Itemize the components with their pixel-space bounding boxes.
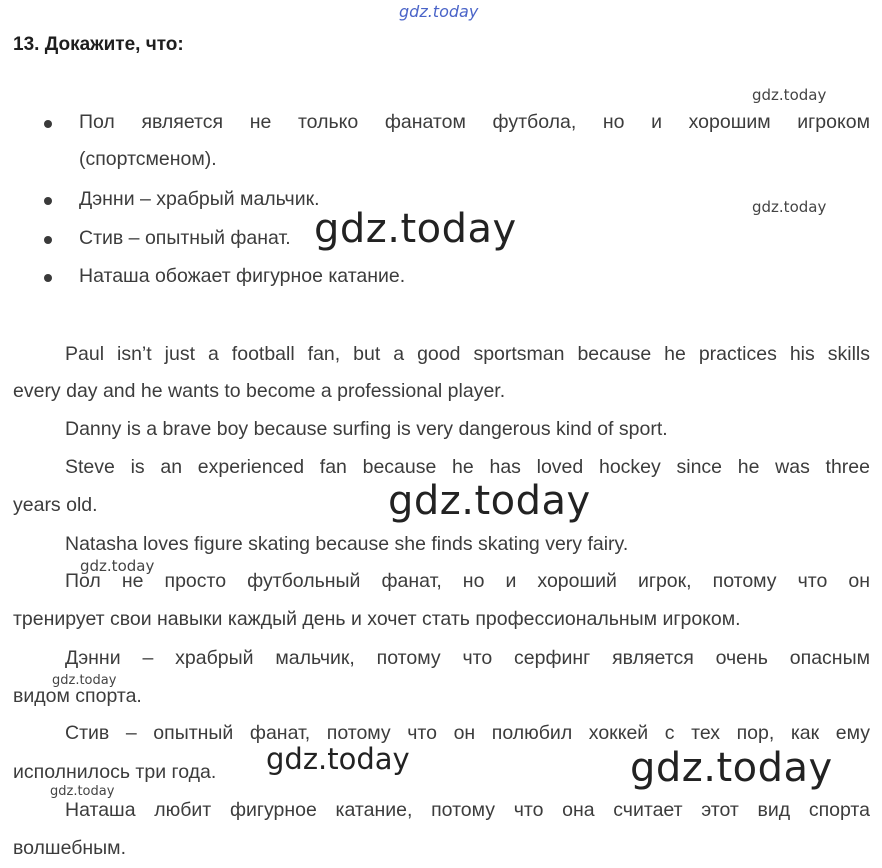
exercise-heading: 13. Докажите, что: [13, 34, 184, 55]
bullet-item-3: Стив – опытный фанат. [79, 227, 291, 249]
watermark-tiny-2: gdz.today [50, 784, 115, 799]
russian-p4-line2: волшебным. [13, 837, 126, 859]
bullet-dot [44, 197, 52, 205]
english-p2: Danny is a brave boy because surfing is very dangerous kind of sport. [65, 418, 668, 440]
bullet-dot [44, 120, 52, 128]
watermark-small-1: gdz.today [752, 86, 827, 104]
english-p3-line1: Steve is an experienced fan because he has loved hockey since he was three [65, 456, 870, 478]
russian-p2-line1: Дэнни – храбрый мальчик, потому что серфинг является очень опасным [65, 647, 870, 669]
english-p3-line2: years old. [13, 494, 98, 516]
watermark-large-2: gdz.today [388, 478, 591, 524]
russian-p1-line2: тренирует свои навыки каждый день и хочет стать профессиональным игроком. [13, 608, 741, 630]
bullet-item-1-line1: Пол является не только фанатом футбола, но и хорошим игроком [79, 111, 870, 133]
english-p4: Natasha loves figure skating because she finds skating very fairy. [65, 533, 629, 555]
watermark-small-3: gdz.today [80, 557, 155, 575]
bullet-item-2: Дэнни – храбрый мальчик. [79, 188, 320, 210]
russian-p2-line2: видом спорта. [13, 685, 142, 707]
watermark-tiny-1: gdz.today [52, 673, 117, 688]
bullet-dot [44, 274, 52, 282]
watermark-small-2: gdz.today [752, 198, 827, 216]
bullet-item-4: Наташа обожает фигурное катание. [79, 265, 406, 287]
watermark-large-3: gdz.today [630, 745, 833, 791]
russian-p3-line1: Стив – опытный фанат, потому что он полюбил хоккей с тех пор, как ему [65, 722, 870, 744]
english-p1-line2: every day and he wants to become a professional player. [13, 380, 506, 402]
watermark-top: gdz.today [399, 2, 479, 21]
watermark-large-1: gdz.today [314, 206, 517, 252]
watermark-medium: gdz.today [266, 742, 410, 776]
russian-p4-line1: Наташа любит фигурное катание, потому что она считает этот вид спорта [65, 799, 870, 821]
bullet-item-1-line2: (спортсменом). [79, 148, 217, 170]
english-p1-line1: Paul isn’t just a football fan, but a good sportsman because he practices his skills [65, 343, 870, 365]
russian-p3-line2: исполнилось три года. [13, 761, 217, 783]
bullet-dot [44, 236, 52, 244]
russian-p1-line1: Пол не просто футбольный фанат, но и хороший игрок, потому что он [65, 570, 870, 592]
